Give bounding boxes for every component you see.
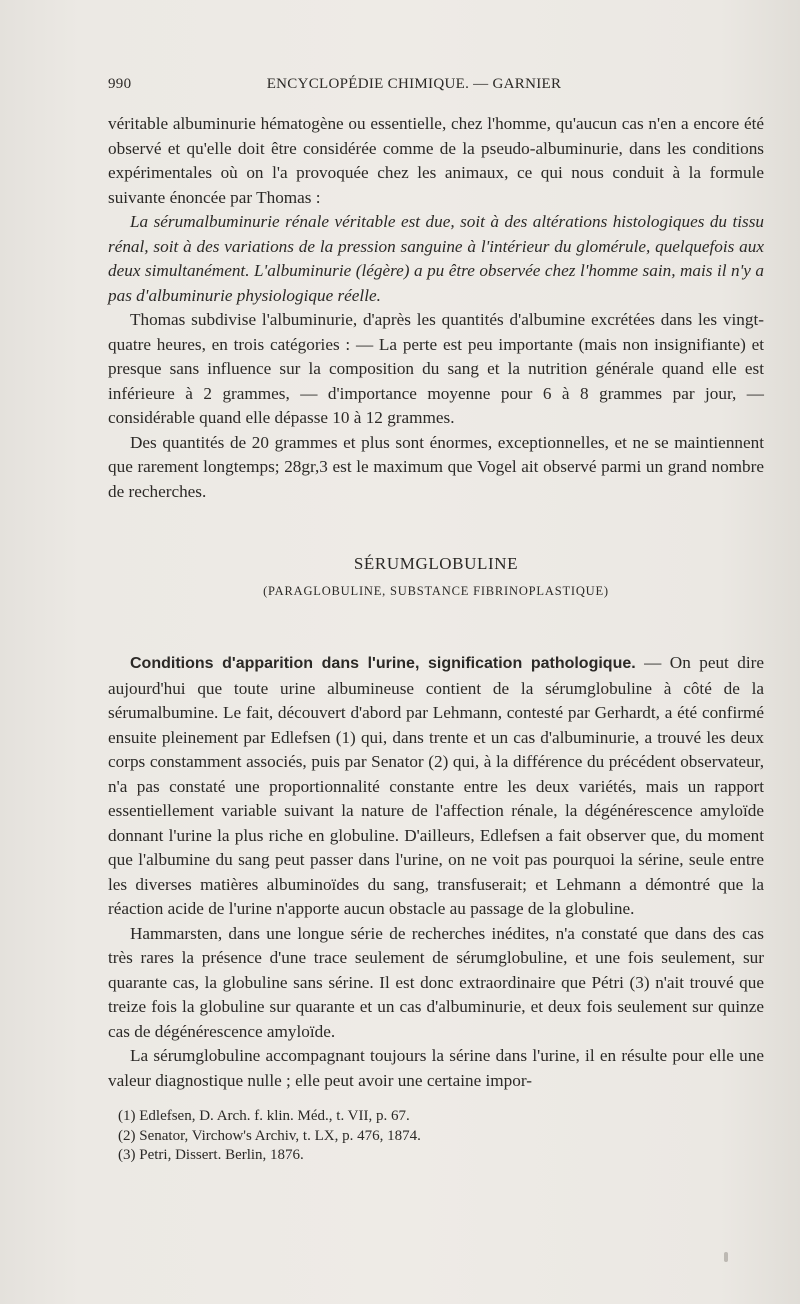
paragraph-text: — On peut dire aujourd'hui que toute urine albumineuse contient de la sérumglobuline à côté de la sérumalbumine. Le fait, découvert d'abord par Lehmann, contesté par Gerhardt, a été confirmé ensuite pleinement par Edlefsen (1) qui, dans trente et un cas d'albuminurie, a trouvé les deux corps constamment associés, puis par Senator (2) qui, à la différence du précédent observateur, n'a pas constaté une proportionnalité constante entre les deux variétés, mais un rapport essentiellement variable suivant la nature de l'affection rénale, la dégénérescence amyloïde donnant l'urine la plus riche en globuline. D'ailleurs, Edlefsen a fait observer que, du moment que l'albumine du sang peut passer dans l'urine, on ne voit pas pourquoi la sérine, seule entre les diverses matières albuminoïdes du sang, transfuserait; et Lehmann a démontré que la réaction acide de l'urine n'apporte aucun obstacle au passage de la globuline. <box>108 653 765 918</box>
paragraph: Thomas subdivise l'albuminurie, d'après les quantités d'albumine excrétées dans les vingt-quatre heures, en trois catégories : — La perte est peu importante (mais non insignifiante) et presque sans influence sur la composition du sang et la nutrition générale quand elle est inférieure à 2 grammes, — d'importance moyenne pour 6 à 8 grammes par jour, — considérable quand elle dépasse 10 à 12 grammes. <box>108 310 764 427</box>
section-subtitle: (PARAGLOBULINE, SUBSTANCE FIBRINOPLASTIQUE) <box>263 583 609 598</box>
paragraph-lead-heading: Conditions d'apparition dans l'urine, signification pathologique. <box>130 655 636 672</box>
paragraph: Des quantités de 20 grammes et plus sont énormes, exceptionnelles, et ne se maintiennent que rarement longtemps; 28gr,3 est le maximum que Vogel ait observé parmi un grand nombre de recherches. <box>108 432 764 501</box>
paragraph: La sérumglobuline accompagnant toujours la sérine dans l'urine, il en résulte pour elle une valeur diagnostique nulle ; elle peut avoir une certaine impor- <box>108 1046 764 1090</box>
paragraph: Hammarsten, dans une longue série de recherches inédites, n'a constaté que dans des cas très rares la présence d'une trace seulement de sérumglobuline, et une fois seulement, sur quarante cas, la globuline sans sérine. Il est donc extraordinaire que Pétri (3) n'ait trouvé que treize fois la globuline sur quarante et un cas d'albuminurie, et deux fois seulement sur quinze cas de dégénérescence amyloïde. <box>108 923 764 1041</box>
page-body <box>108 112 764 1166</box>
quoted-formula: La sérumalbuminurie rénale véritable est due, soit à des altérations histologiques du tissu rénal, soit à des variations de la pression sanguine à l'intérieur du glomérule, quelquefois aux deux simultanément. L'albuminurie (légère) a pu être observée chez l'homme sain, mais il n'y a pas d'albuminurie physiologique réelle. <box>108 212 764 305</box>
footnote: (2) Senator, Virchow's Archiv, t. LX, p. 476, 1874. <box>118 1127 421 1144</box>
running-title: ENCYCLOPÉDIE CHIMIQUE. — GARNIER <box>266 76 562 92</box>
section-title: SÉRUMGLOBULINE <box>353 554 519 573</box>
footnote: (3) Petri, Dissert. Berlin, 1876. <box>118 1147 304 1163</box>
footnotes <box>108 1107 764 1166</box>
page-speck <box>724 1252 728 1262</box>
footnote: (1) Edlefsen, D. Arch. f. klin. Méd., t. VII, p. 67. <box>118 1108 410 1124</box>
paragraph: véritable albuminurie hématogène ou essentielle, chez l'homme, qu'aucun cas n'en a encore été observé et qu'elle doit être considérée comme de la pseudo-albuminurie, dans les conditions expérimentales où on l'a provoquée chez les animaux, ce qui nous conduit à la formule suivante énoncée par Thomas : <box>108 114 764 207</box>
page-number: 990 <box>108 76 132 92</box>
paragraph <box>108 651 764 922</box>
